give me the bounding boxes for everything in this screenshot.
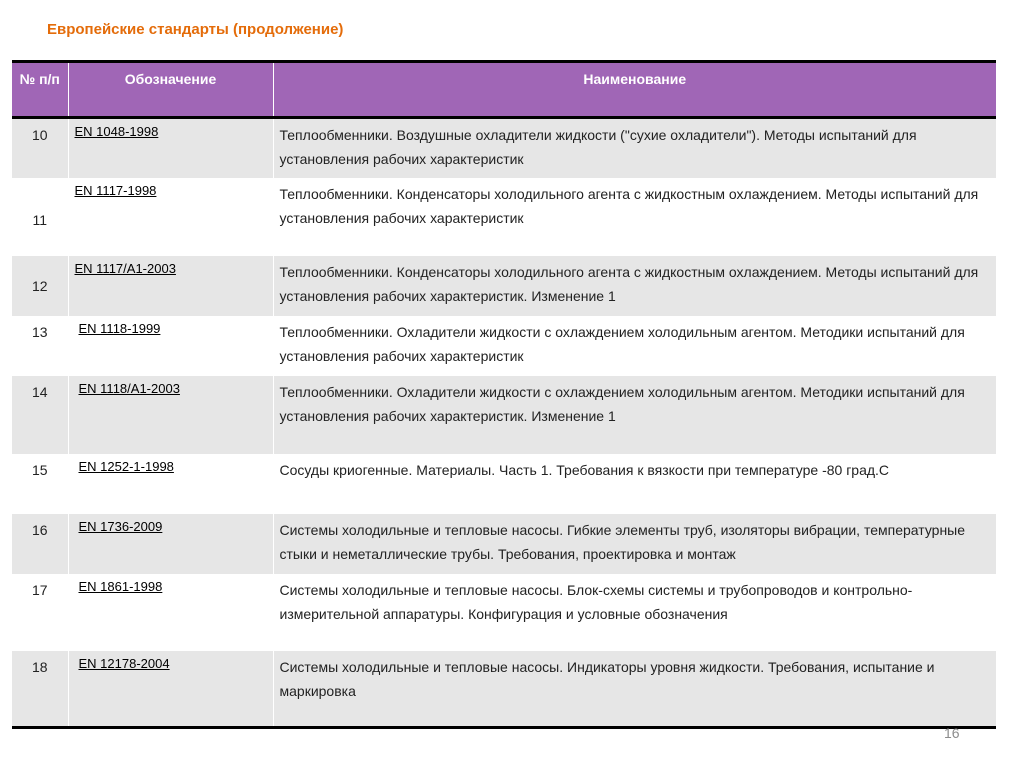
table-row [12,514,996,574]
standard-name: Системы холодильные и тепловые насосы. Блок-схемы системы и трубопроводов и контрольно-измерительной аппаратуры. Конфигурация и условные обозначения [273,574,996,651]
table-row [12,256,996,316]
header-code: Обозначение [68,62,273,118]
table-row [12,376,996,454]
table-row [12,316,996,376]
standard-code-link[interactable]: EN 12178-2004 [78,655,170,671]
row-num: 15 [12,454,68,514]
row-num: 17 [12,574,68,651]
page-number: 16 [944,725,960,741]
table-row [12,454,996,514]
standard-code-link[interactable]: EN 1736-2009 [78,518,163,534]
standards-table [12,60,996,729]
table-row [12,574,996,651]
table-row [12,118,996,178]
row-num: 16 [12,514,68,574]
standard-code-link[interactable]: EN 1118-1999 [78,320,161,336]
standard-name: Теплообменники. Охладители жидкости с охлаждением холодильным агентом. Методики испытаний для установления рабочих характеристик. Изменение 1 [273,376,996,454]
row-num: 13 [12,316,68,376]
header-num: № п/п [12,62,68,118]
standard-name: Теплообменники. Конденсаторы холодильного агента с жидкостным охлаждением. Методы испытаний для установления рабочих характеристик [273,178,996,256]
standard-code-link[interactable]: EN 1117/A1-2003 [74,260,176,276]
table-row [12,178,996,256]
table-row [12,651,996,728]
row-num: 11 [12,178,68,256]
row-num: 12 [12,256,68,316]
standard-name: Теплообменники. Конденсаторы холодильного агента с жидкостным охлаждением. Методы испытаний для установления рабочих характеристик. Изменение 1 [273,256,996,316]
standard-name: Теплообменники. Воздушные охладители жидкости ("сухие охладители"). Методы испытаний для установления рабочих характеристик [273,118,996,178]
standard-name: Системы холодильные и тепловые насосы. Индикаторы уровня жидкости. Требования, испытание и маркировка [273,651,996,728]
standard-code-link[interactable]: EN 1048-1998 [74,124,159,139]
standard-code-link[interactable]: EN 1861-1998 [78,578,163,594]
standard-code-link[interactable]: EN 1118/A1-2003 [78,380,180,396]
page-title: Европейские стандарты (продолжение) [47,21,344,38]
standard-name: Теплообменники. Охладители жидкости с охлаждением холодильным агентом. Методики испытаний для установления рабочих характеристик [273,316,996,376]
row-num: 14 [12,376,68,454]
row-num: 10 [12,118,68,178]
standard-code-link[interactable]: EN 1117-1998 [74,182,157,198]
row-num: 18 [12,651,68,728]
table-header-row [12,62,996,118]
standard-name: Сосуды криогенные. Материалы. Часть 1. Требования к вязкости при температуре -80 град.С [273,454,996,514]
standard-code-link[interactable]: EN 1252-1-1998 [78,458,174,474]
standard-name: Системы холодильные и тепловые насосы. Гибкие элементы труб, изоляторы вибрации, температурные стыки и неметаллические трубы. Требования, проектировка и монтаж [273,514,996,574]
header-name: Наименование [273,62,996,118]
